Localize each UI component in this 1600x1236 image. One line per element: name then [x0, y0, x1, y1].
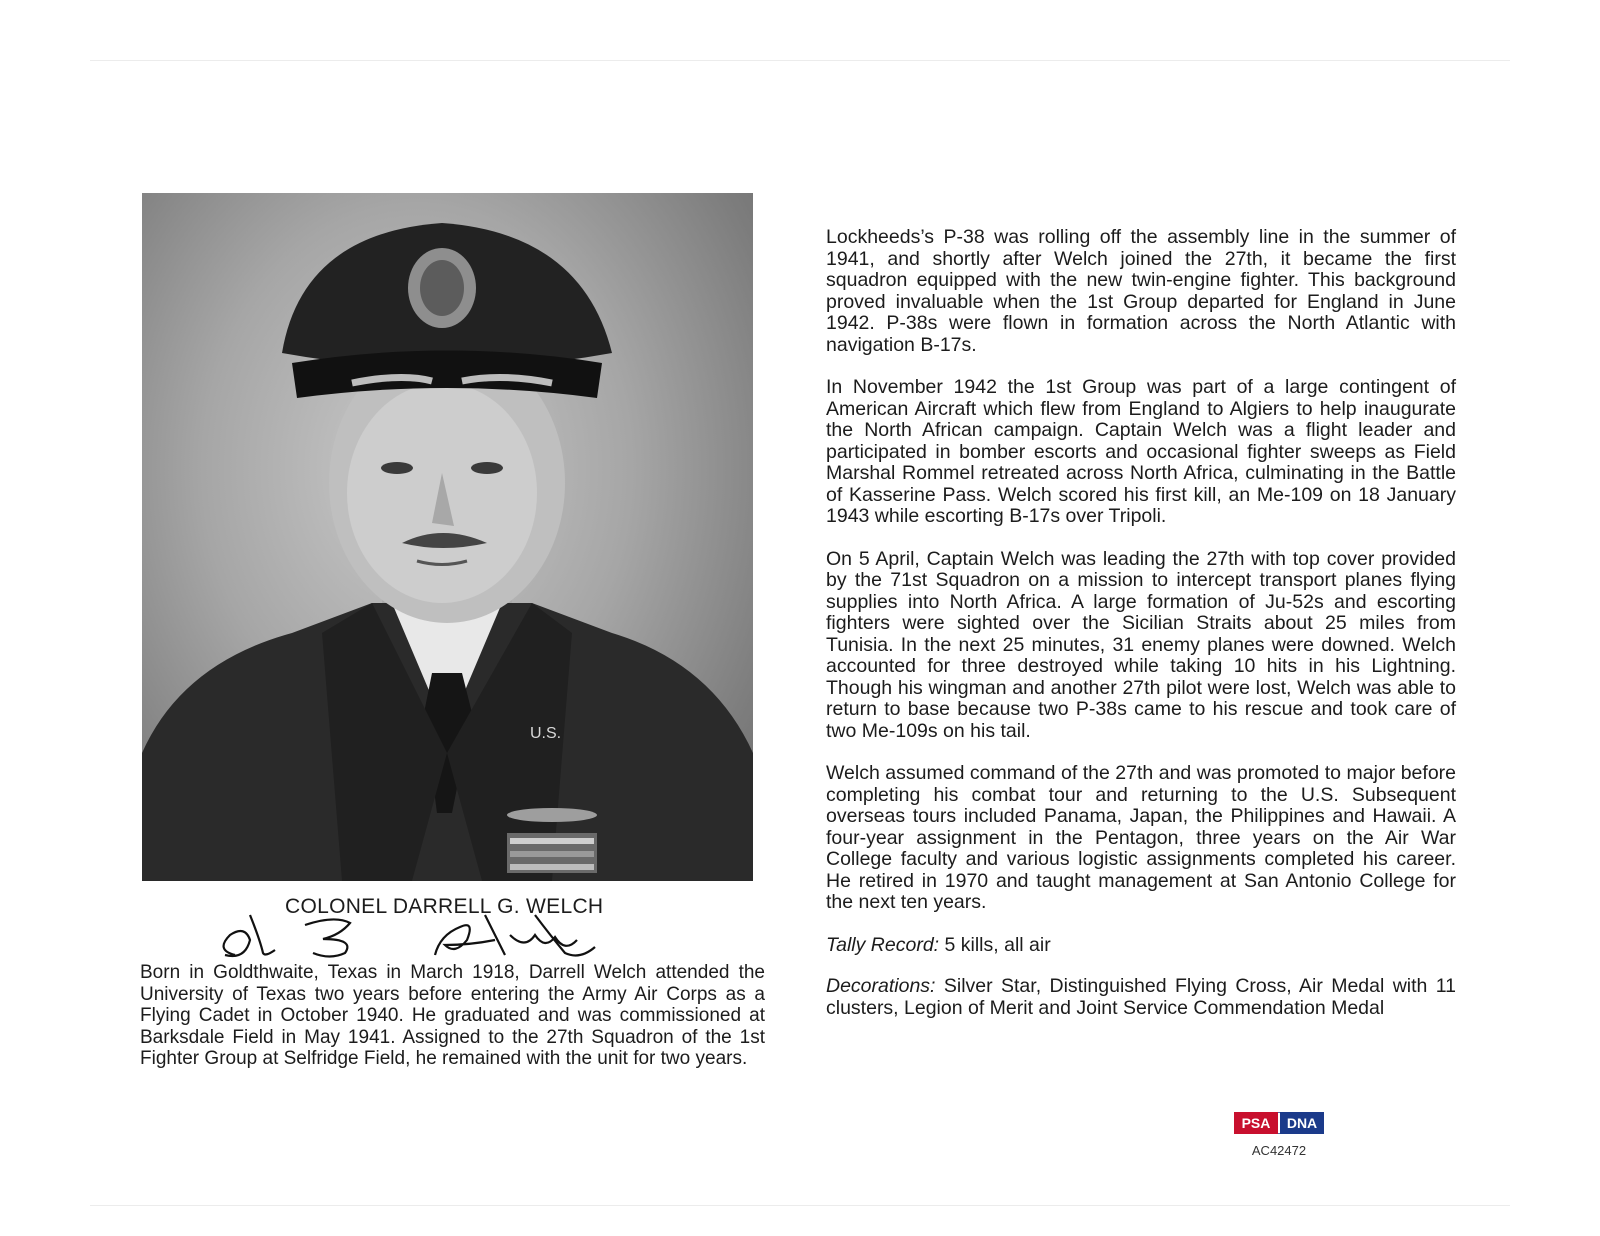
biography-column	[826, 227, 1456, 1040]
portrait-photo	[142, 193, 753, 881]
paragraph-april-mission: On 5 April, Captain Welch was leading the 27th with top cover provided by the 71st Squadron on a mission to intercept transport planes flying supplies into North Africa. A large formation of Ju-52s and escorting fighters were sighted over the Sicilian Straits about 25 miles from Tunisia. In the next 25 minutes, 31 enemy planes were downed. Welch accounted for three destroyed while taking 10 hits in his Lightning. Though his wingman and another 27th pilot were lost, Welch was able to return to base because two P-38s came to his rescue and took care of two Me-109s on his tail.	[826, 547, 1456, 742]
tally-record	[826, 935, 1456, 957]
psa-logo-right: DNA	[1286, 1115, 1318, 1131]
psa-logo-left: PSA	[1241, 1115, 1271, 1131]
decorations-value: Silver Star, Distinguished Flying Cross, Air Medal with 11 clusters, Legion of Merit and Joint Service Commendation Medal	[826, 975, 1456, 1019]
paragraph-later-career: Welch assumed command of the 27th and was promoted to major before completing his combat tour and returning to the U.S. Subsequent overseas tours included Panama, Japan, the Philippines and Hawaii. A four-year assignment in the Pentagon, three years on the Air War College faculty and various logistic assignments completed his career. He retired in 1970 and taught management at San Antonio College for the next ten years.	[826, 762, 1456, 913]
paragraph-north-africa: In November 1942 the 1st Group was part of a large contingent of American Aircraft which flew from England to Algiers to help inaugurate the North African campaign. Captain Welch was a flight leader and participated in bomber escorts and occasional fighter sweeps as Field Marshal Rommel retreated across North Africa, culminating in the Battle of Kasserine Pass. Welch scored his first kill, an Me-109 on 18 January 1943 while escorting B-17s over Tripoli.	[826, 376, 1456, 527]
bottom-divider	[90, 1205, 1510, 1206]
paragraph-p38: Lockheeds’s P-38 was rolling off the assembly line in the summer of 1941, and shortly after Welch joined the 27th, it became the first squadron equipped with the new twin-engine fighter. This background proved invaluable when the 1st Group departed for England in June 1942. P-38s were flown in formation across the North Atlantic with navigation B-17s.	[826, 226, 1456, 356]
decorations-label: Decorations:	[826, 975, 936, 997]
biography-intro: Born in Goldthwaite, Texas in March 1918, Darrell Welch attended the University of Texas two years before entering the Army Air Corps as a Flying Cadet in October 1940. He graduated and was commissioned at Barksdale Field in May 1941. Assigned to the 27th Squadron of the 1st Fighter Group at Selfridge Field, he remained with the unit for two years.	[140, 962, 765, 1069]
tally-label: Tally Record:	[826, 933, 940, 956]
portrait-caption: COLONEL DARRELL G. WELCH	[285, 895, 604, 918]
psa-dna-logo	[1234, 1112, 1324, 1134]
autograph-signature	[205, 905, 625, 970]
top-divider	[90, 60, 1510, 61]
tally-value: 5 kills, all air	[944, 933, 1051, 956]
collar-pin-text: U.S.	[530, 725, 562, 742]
authentication-code: AC42472	[1251, 1143, 1307, 1158]
decorations	[826, 976, 1456, 1019]
